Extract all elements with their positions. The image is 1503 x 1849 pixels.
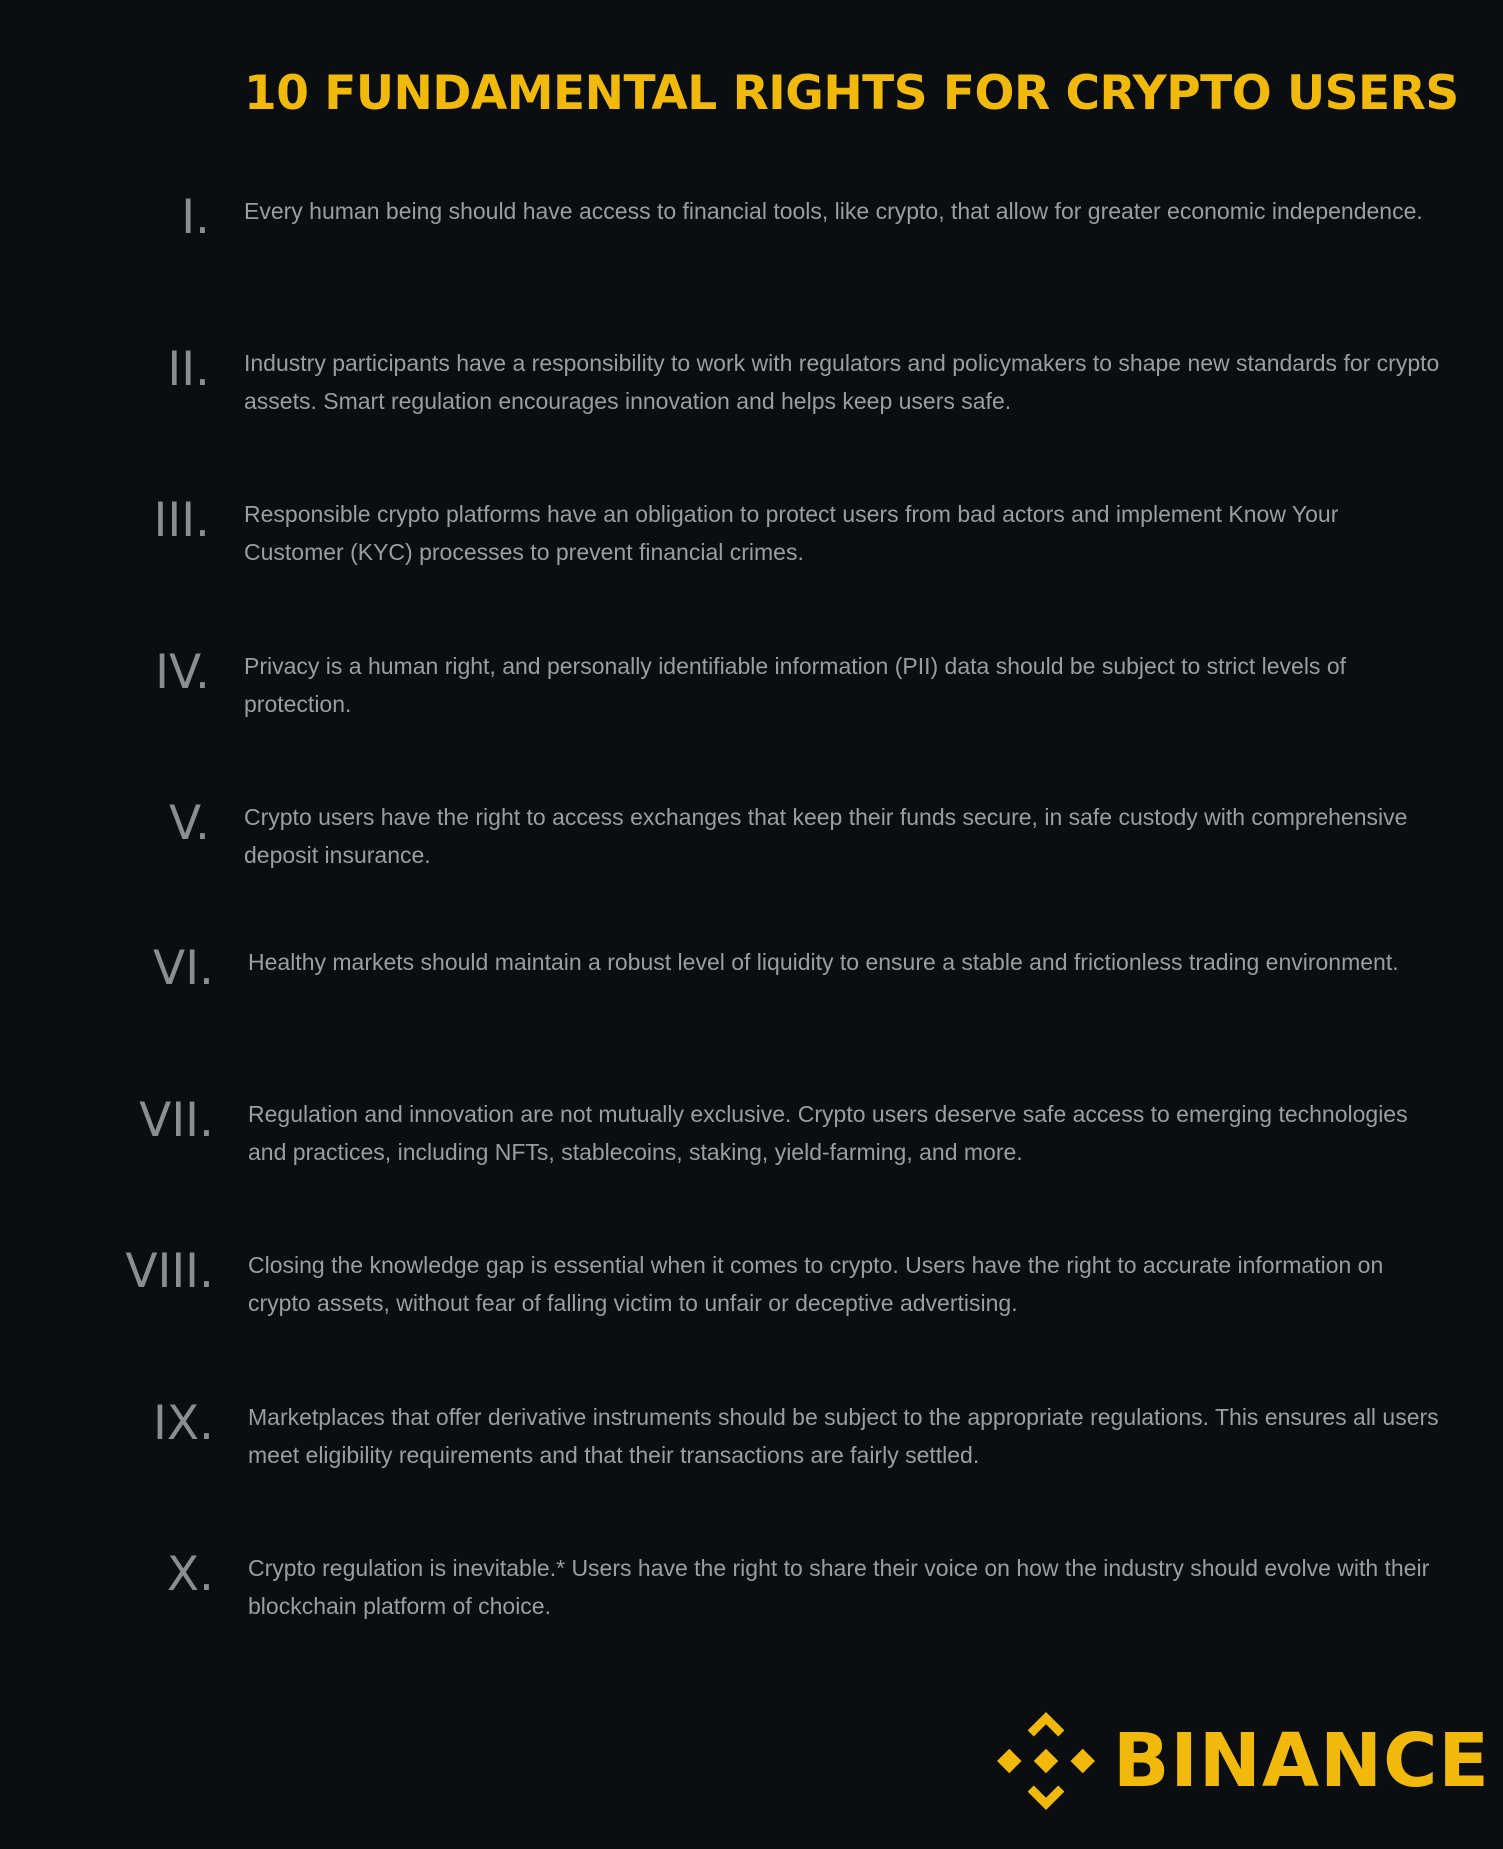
right-item-10 xyxy=(0,1545,1503,1635)
right-item-6 xyxy=(0,939,1503,1029)
right-numeral: II. xyxy=(167,342,210,397)
right-text: Crypto regulation is inevitable.* Users have the right to share their voice on how the industry should evolve with their blockchain platform of choice. xyxy=(248,1555,1430,1619)
right-item-7 xyxy=(0,1091,1503,1181)
right-numeral: IX. xyxy=(153,1396,214,1451)
right-item-9 xyxy=(0,1394,1503,1484)
binance-logo xyxy=(995,1708,1490,1814)
right-numeral: V. xyxy=(168,796,210,851)
right-item-2 xyxy=(0,340,1503,430)
right-text: Healthy markets should maintain a robust level of liquidity to ensure a stable and frictionless trading environment. xyxy=(248,949,1399,975)
right-numeral: VI. xyxy=(153,941,214,996)
right-numeral: VII. xyxy=(139,1093,214,1148)
right-item-4 xyxy=(0,643,1503,733)
right-text: Marketplaces that offer derivative instruments should be subject to the appropriate regulations. This ensures all users meet eligibility requirements and that their transactions are fairly settled. xyxy=(248,1404,1439,1468)
right-item-1 xyxy=(0,188,1503,278)
binance-diamond-icon xyxy=(995,1710,1097,1812)
right-numeral: I. xyxy=(181,190,210,245)
page-title: 10 FUNDAMENTAL RIGHTS FOR CRYPTO USERS xyxy=(244,66,1459,121)
binance-wordmark: BINANCE xyxy=(1113,1718,1490,1804)
right-item-8 xyxy=(0,1242,1503,1332)
right-item-5 xyxy=(0,794,1503,884)
right-numeral: III. xyxy=(153,493,210,548)
right-text: Industry participants have a responsibility to work with regulators and policymakers to shape new standards for crypto assets. Smart regulation encourages innovation and helps keep users safe. xyxy=(244,350,1440,414)
right-text: Regulation and innovation are not mutually exclusive. Crypto users deserve safe access to emerging technologies and practices, including NFTs, stablecoins, staking, yield-farming, and more. xyxy=(248,1101,1408,1165)
right-numeral: VIII. xyxy=(125,1244,214,1299)
right-item-3 xyxy=(0,491,1503,581)
right-text: Every human being should have access to financial tools, like crypto, that allow for greater economic independence. xyxy=(244,198,1423,224)
right-numeral: IV. xyxy=(155,645,210,700)
right-text: Crypto users have the right to access exchanges that keep their funds secure, in safe custody with comprehensive deposit insurance. xyxy=(244,804,1408,868)
right-numeral: X. xyxy=(166,1547,214,1602)
right-text: Closing the knowledge gap is essential when it comes to crypto. Users have the right to accurate information on crypto assets, without fear of falling victim to unfair or deceptive advertising. xyxy=(248,1252,1384,1316)
right-text: Privacy is a human right, and personally identifiable information (PII) data should be subject to strict levels of protection. xyxy=(244,653,1347,717)
right-text: Responsible crypto platforms have an obligation to protect users from bad actors and implement Know Your Customer (KYC) processes to prevent financial crimes. xyxy=(244,501,1339,565)
